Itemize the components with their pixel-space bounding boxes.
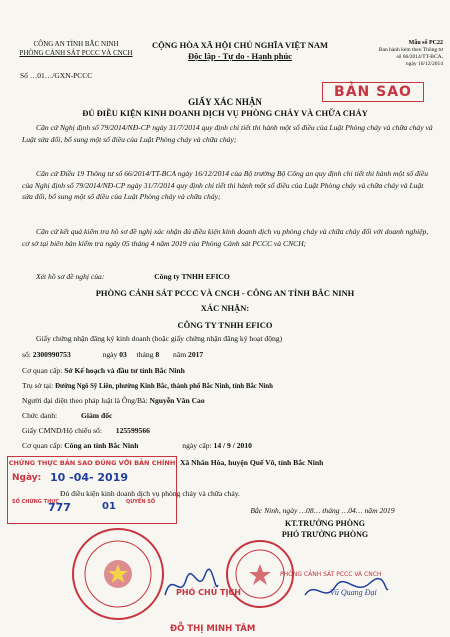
national-header — [140, 40, 340, 62]
certification-date-label: Ngày: — [12, 473, 42, 483]
form-note-3: ngày 16/12/2014 — [405, 61, 443, 67]
signature-role: PHÓ TRƯỞNG PHÒNG — [281, 530, 369, 539]
document-subtitle: ĐỦ ĐIỀU KIỆN KINH DOANH DỊCH VỤ PHÒNG CHÁY VÀ CHỮA CHÁY — [82, 108, 368, 118]
license-year-label: năm — [173, 350, 187, 359]
id-date-label: ngày cấp: — [182, 441, 212, 450]
officer-name: ĐỖ THỊ MINH TÂM — [170, 624, 256, 634]
applicant-line — [36, 272, 230, 281]
representative-label: Người đại diện theo pháp luật là Ông/Bà: — [22, 396, 148, 405]
issuer-value: Sở Kế hoạch và đầu tư tỉnh Bắc Ninh — [64, 366, 185, 375]
signature-for: KT.TRƯỞNG PHÒNG — [285, 519, 365, 528]
id-issuer: Công an tỉnh Bắc Ninh — [64, 441, 139, 450]
certification-header: CHỨNG THỰC BẢN SAO ĐÚNG VỚI BẢN CHÍNH — [8, 459, 176, 467]
form-code: Mẫu số PC22 — [408, 40, 443, 46]
agency-line-1: CÔNG AN TỈNH BẮC NINH — [33, 40, 119, 48]
license-month-label: tháng — [136, 350, 154, 359]
id-issuer-label: Cơ quan cấp: — [22, 441, 63, 450]
legal-basis-2: Căn cứ Điều 19 Thông tư số 66/2014/TT-BCA ngày 16/12/2014 của Bộ trưởng Bộ Công an quy định chi tiết thi hành một số điều của Nghị định số 79/2014/NĐ-CP ngày 31/7/2014 quy định chi tiết thi hành một số điều của Luật Phòng cháy và chữa cháy và Luật sửa đổi, bổ sung một số điều của Luật Phòng cháy và chữa cháy; — [22, 169, 429, 202]
certification-date: 10 -04- 2019 — [50, 471, 129, 484]
signer-name: Vũ Quang Đại — [330, 588, 377, 597]
license-so-label: số: — [22, 350, 31, 359]
license-label: Giấy chứng nhận đăng ký kinh doanh (hoặc giấy chứng nhận đăng ký hoạt động) — [36, 334, 283, 343]
country-name: CỘNG HÒA XÃ HỘI CHỦ NGHĨA VIỆT NAM — [151, 40, 329, 50]
certification-stamp — [7, 456, 177, 524]
commune-seal-graphic — [74, 530, 162, 618]
officer-title: PHÓ CHỦ TỊCH — [176, 588, 241, 597]
hq-label: Trụ sở tại: — [22, 381, 54, 390]
inspection-basis: Căn cứ kết quả kiểm tra hồ sơ đề nghị xác nhận đủ điều kiện kinh doanh dịch vụ phòng cháy và chữa cháy đối với doanh nghiệp, cơ sở tại biên bản kiểm tra ngày 05 tháng 4 năm 2019 của Phòng Cảnh sát PCCC và CNCH; — [22, 227, 429, 248]
commune-seal — [72, 528, 164, 620]
certification-number-label: SỐ CHỨNG THỰC — [12, 499, 60, 505]
position-value: Giám đốc — [80, 411, 113, 420]
business-statement: Đủ điều kiện kinh doanh dịch vụ phòng cháy và chữa cháy. — [60, 489, 240, 498]
id-date: 14 / 9 / 2010 — [213, 441, 252, 450]
signature-date: Bắc Ninh, ngày …08… tháng …04… năm 2019 — [250, 506, 395, 515]
agency-heading: PHÒNG CẢNH SÁT PCCC VÀ CNCH - CÔNG AN TỈNH BẮC NINH — [95, 288, 355, 298]
certification-book-label: QUYỂN SỐ — [126, 499, 156, 505]
document-title: GIẤY XÁC NHẬN — [188, 97, 262, 107]
id-label: Giấy CMND/Hộ chiếu số: — [22, 426, 102, 435]
issuer-line — [22, 366, 185, 375]
id-issuer-line — [22, 441, 252, 450]
license-month: 8 — [155, 350, 160, 359]
hq-line — [22, 381, 273, 390]
form-note-1: Ban hành kèm theo Thông tư — [378, 47, 443, 53]
representative-name: Nguyễn Văn Cao — [149, 396, 205, 405]
copy-stamp: BẢN SAO — [322, 82, 424, 102]
issuing-agency — [6, 40, 146, 58]
motto: Độc lập - Tự do - Hạnh phúc — [188, 51, 292, 61]
license-day-label: ngày — [102, 350, 118, 359]
license-day: 03 — [119, 350, 127, 359]
certification-number: 777 — [48, 501, 71, 514]
confirm-heading: XÁC NHẬN: — [200, 303, 250, 313]
representative-line — [22, 396, 205, 405]
position-line — [22, 411, 112, 420]
officer-signature-scribble — [160, 565, 220, 605]
id-number: 125599566 — [115, 426, 150, 435]
applicant-name: Công ty TNHH EFICO — [154, 272, 230, 281]
id-line — [22, 426, 150, 435]
seal-caption: PHÒNG CẢNH SÁT PCCC VÀ CNCH — [280, 571, 382, 578]
hq-value: Đường Ngô Sỹ Liên, phường Kinh Bắc, thành phố Bắc Ninh, tỉnh Bắc Ninh — [55, 383, 273, 390]
legal-basis-1: Căn cứ Nghị định số 79/2014/NĐ-CP ngày 31/7/2014 quy định chi tiết thi hành một số điều của Luật Phòng cháy và chữa cháy và Luật sửa đổi, bổ sung một số điều của Luật Phòng cháy và chữa cháy; — [22, 123, 433, 144]
agency-line-2: PHÒNG CẢNH SÁT PCCC VÀ CNCH — [19, 49, 133, 57]
license-line — [22, 350, 203, 359]
position-label: Chức danh: — [22, 411, 58, 420]
license-number: 2300990753 — [32, 350, 71, 359]
company-name: CÔNG TY TNHH EFICO — [177, 320, 273, 330]
form-note-2: số 66/2014/TT-BCA, — [396, 54, 443, 60]
applicant-label: Xét hồ sơ đề nghị của: — [36, 272, 105, 281]
residence-value: Xã Nhân Hòa, huyện Quế Võ, tỉnh Bắc Ninh — [180, 458, 324, 467]
certification-book: 01 — [102, 501, 116, 512]
document-number: Số …01…/GXN-PCCC — [20, 71, 93, 80]
issuer-label: Cơ quan cấp: — [22, 366, 63, 375]
license-year: 2017 — [188, 350, 204, 359]
form-code-block — [343, 40, 443, 68]
